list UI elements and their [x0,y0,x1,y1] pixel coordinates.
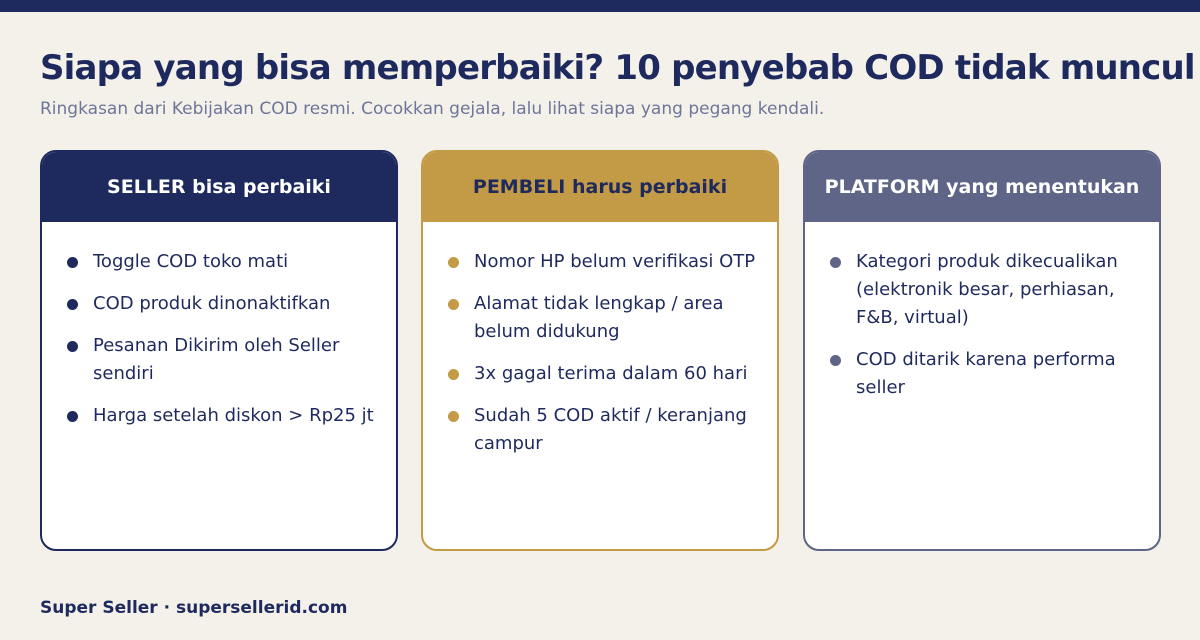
bullet-dot-icon [67,411,78,422]
bullet-dot-icon [67,299,78,310]
bullet-dot-icon [830,257,841,268]
bullet-dot-icon [448,411,459,422]
page-title: Siapa yang bisa memperbaiki? 10 penyebab COD tidak muncul [40,48,1195,88]
bullet-dot-icon [830,355,841,366]
seller-cause-list [42,222,396,430]
seller-cause-item [66,332,380,388]
buyer-cause-text: Sudah 5 COD aktif / keranjang campur [474,405,747,454]
bullet-dot-icon [67,257,78,268]
buyer-cause-text: Alamat tidak lengkap / area belum didukung [474,293,724,342]
platform-card-title: PLATFORM yang menentukan [805,152,1159,222]
buyer-cause-item [447,402,761,458]
top-accent-bar [0,0,1200,12]
seller-cause-text: Pesanan Dikirim oleh Seller sendiri [93,335,340,384]
platform-cause-list [805,222,1159,402]
seller-cause-item [66,402,380,430]
seller-cause-item [66,290,380,318]
category-cards [40,150,1161,551]
platform-card [803,150,1161,551]
seller-card [40,150,398,551]
buyer-card-title: PEMBELI harus perbaiki [423,152,777,222]
buyer-card [421,150,779,551]
buyer-cause-text: 3x gagal terima dalam 60 hari [474,363,748,384]
seller-cause-text: Toggle COD toko mati [93,251,289,272]
platform-cause-text: COD ditarik karena performa seller [856,349,1116,398]
buyer-cause-item [447,290,761,346]
seller-card-title: SELLER bisa perbaiki [42,152,396,222]
seller-cause-text: COD produk dinonaktifkan [93,293,331,314]
bullet-dot-icon [448,299,459,310]
buyer-cause-list [423,222,777,458]
platform-cause-item [829,248,1143,332]
buyer-cause-text: Nomor HP belum verifikasi OTP [474,251,756,272]
bullet-dot-icon [67,341,78,352]
buyer-cause-item [447,360,761,388]
platform-cause-item [829,346,1143,402]
bullet-dot-icon [448,257,459,268]
bullet-dot-icon [448,369,459,380]
buyer-cause-item [447,248,761,276]
footer-credit: Super Seller · supersellerid.com [40,598,348,618]
seller-cause-item [66,248,380,276]
platform-cause-text: Kategori produk dikecualikan (elektronik besar, perhiasan, F&B, virtual) [856,251,1118,328]
page-subtitle: Ringkasan dari Kebijakan COD resmi. Cocokkan gejala, lalu lihat siapa yang pegang kendali. [40,99,825,119]
seller-cause-text: Harga setelah diskon > Rp25 jt [93,405,374,426]
